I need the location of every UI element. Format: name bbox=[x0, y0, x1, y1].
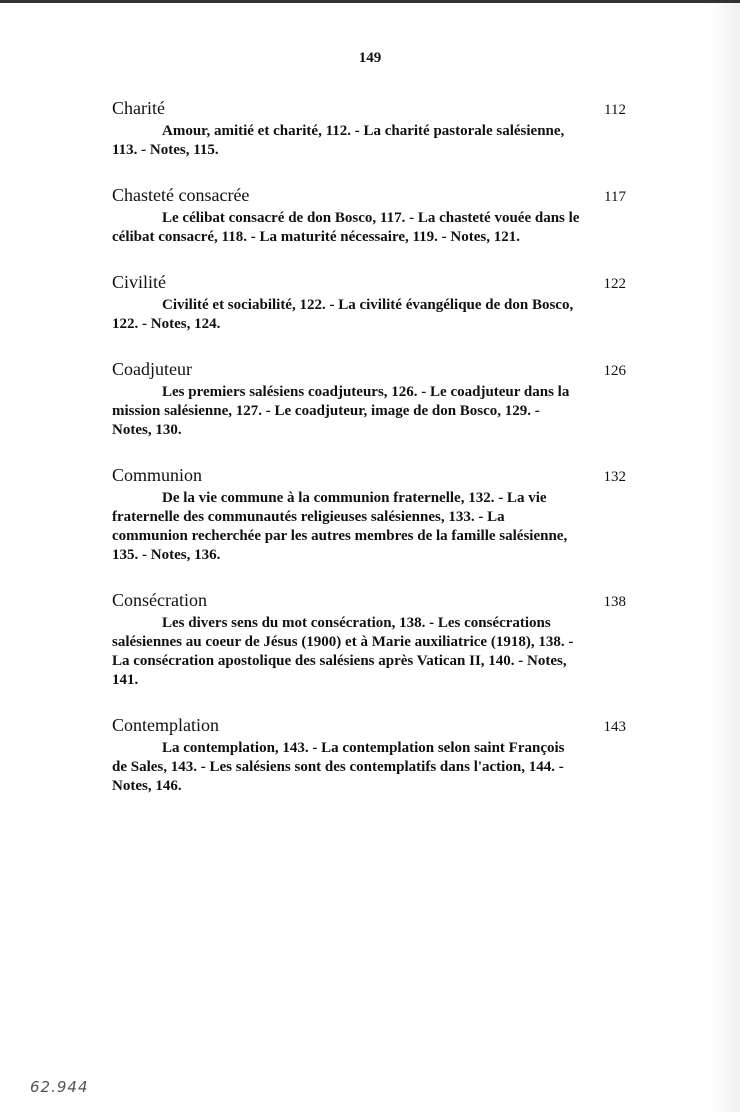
entry-header bbox=[112, 184, 626, 208]
entry-page-number: 138 bbox=[603, 594, 626, 610]
entry-description: Les premiers salésiens coadjuteurs, 126. - Le coadjuteur dans la mission salésienne, 127. - Le coadjuteur, image de don Bosco, 129. - Notes, 130. bbox=[112, 384, 570, 438]
entry-header bbox=[112, 271, 626, 295]
entry-description: De la vie commune à la communion fraternelle, 132. - La vie fraternelle des communautés religieuses salésiennes, 133. - La communion recherchée par les autres membres de la famille salésienne, 135. - Notes, 136. bbox=[112, 490, 568, 563]
entry-header bbox=[112, 358, 626, 382]
entry-title: Chasteté consacrée bbox=[112, 185, 250, 205]
entry-description: Civilité et sociabilité, 122. - La civilité évangélique de don Bosco, 122. - Notes, 124. bbox=[112, 297, 574, 332]
toc-entry bbox=[112, 271, 626, 334]
entry-header bbox=[112, 97, 626, 121]
toc-entry bbox=[112, 589, 626, 690]
toc-entry bbox=[112, 464, 626, 565]
handwritten-note: 62.944 bbox=[30, 1078, 89, 1096]
entry-page-number: 126 bbox=[603, 363, 626, 379]
entry-header bbox=[112, 714, 626, 738]
entry-title: Civilité bbox=[112, 272, 166, 292]
toc-entry bbox=[112, 97, 626, 160]
entry-description: Le célibat consacré de don Bosco, 117. - La chasteté vouée dans le célibat consacré, 118. - La maturité nécessaire, 119. - Notes, 121. bbox=[112, 210, 580, 245]
page-edge-shadow bbox=[710, 0, 740, 1112]
entry-title: Consécration bbox=[112, 590, 207, 610]
entry-description: Les divers sens du mot consécration, 138. - Les consécrations salésiennes au coeur de Jésus (1900) et à Marie auxiliatrice (1918), 138. - La consécration apostolique des salésiens après Vatican II, 140. - Notes, 141. bbox=[112, 615, 574, 688]
entry-page-number: 122 bbox=[603, 276, 626, 292]
entry-description: Amour, amitié et charité, 112. - La charité pastorale salésienne, 113. - Notes, 115. bbox=[112, 123, 565, 158]
entry-title: Contemplation bbox=[112, 715, 219, 735]
entry-page-number: 112 bbox=[604, 102, 626, 118]
top-border bbox=[0, 0, 740, 3]
entry-page-number: 117 bbox=[604, 189, 626, 205]
toc-entry bbox=[112, 184, 626, 247]
entry-title: Coadjuteur bbox=[112, 359, 192, 379]
table-of-contents bbox=[112, 97, 626, 820]
entry-header bbox=[112, 464, 626, 488]
entry-header bbox=[112, 589, 626, 613]
toc-entry bbox=[112, 358, 626, 440]
entry-title: Charité bbox=[112, 98, 165, 118]
entry-description: La contemplation, 143. - La contemplation selon saint François de Sales, 143. - Les salésiens sont des contemplatifs dans l'action, 144. - Notes, 146. bbox=[112, 740, 565, 794]
page-number: 149 bbox=[358, 50, 382, 66]
toc-entry bbox=[112, 714, 626, 796]
entry-title: Communion bbox=[112, 465, 203, 485]
entry-page-number: 132 bbox=[603, 469, 626, 485]
entry-page-number: 143 bbox=[603, 719, 626, 735]
